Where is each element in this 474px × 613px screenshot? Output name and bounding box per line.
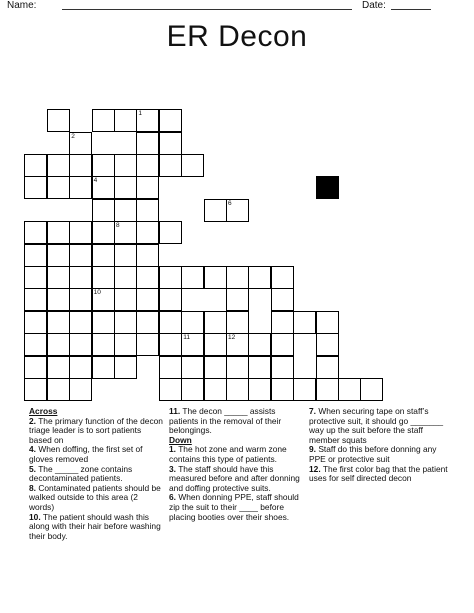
- grid-cell[interactable]: [92, 288, 115, 311]
- clues-column-2: [169, 407, 304, 522]
- clues-column-3: [309, 407, 449, 484]
- grid-cell[interactable]: [316, 311, 339, 334]
- grid-cell[interactable]: [159, 333, 182, 356]
- clue-number: 6: [228, 199, 232, 207]
- grid-cell[interactable]: [159, 109, 182, 132]
- grid-cell[interactable]: [271, 378, 294, 401]
- grid-cell[interactable]: [69, 244, 92, 267]
- clue-number: 11: [183, 334, 190, 342]
- grid-cell[interactable]: [114, 199, 137, 222]
- clue-number: 12: [228, 334, 236, 342]
- clue-down-7: 7. When securing tape on staff’s protective suit, it should go _______ way up the suit before the staff member squats: [309, 406, 444, 445]
- grid-cell[interactable]: [24, 311, 47, 334]
- grid-cell[interactable]: [47, 176, 70, 199]
- clue-across-2: 2. The primary function of the decon triage leader is to sort patients based on: [29, 415, 163, 445]
- grid-cell[interactable]: [114, 288, 137, 311]
- clue-number: 4: [93, 177, 98, 185]
- grid-cell[interactable]: [316, 378, 339, 401]
- grid-cell[interactable]: [136, 266, 159, 289]
- grid-cell[interactable]: [136, 221, 159, 244]
- clue-down-3: 3. The staff should have this measured before and after donning and doffing protective suits.: [169, 463, 300, 493]
- grid-cell[interactable]: [136, 288, 159, 311]
- name-label: Name:: [7, 0, 37, 11]
- grid-cell[interactable]: [114, 311, 137, 334]
- grid-cell[interactable]: [226, 266, 249, 289]
- grid-cell[interactable]: [92, 154, 115, 177]
- clue-across-10: 10. The patient should wash this along with their hair before washing their body.: [29, 511, 161, 541]
- grid-cell[interactable]: [226, 288, 249, 311]
- grid-block: [316, 176, 339, 199]
- grid-cell[interactable]: [226, 356, 249, 379]
- grid-cell[interactable]: [47, 109, 70, 132]
- grid-cell[interactable]: [47, 288, 70, 311]
- grid-cell[interactable]: [204, 199, 227, 222]
- clue-number: 8: [116, 222, 120, 230]
- grid-cell[interactable]: [181, 266, 204, 289]
- grid-cell[interactable]: [136, 132, 159, 155]
- grid-cell[interactable]: [204, 356, 227, 379]
- grid-cell[interactable]: [69, 221, 92, 244]
- grid-cell[interactable]: [338, 378, 361, 401]
- grid-cell[interactable]: [92, 311, 115, 334]
- clue-down-1: 1. The hot zone and warm zone contains this type of patients.: [169, 444, 287, 464]
- date-label: Date:: [362, 0, 386, 11]
- grid-cell[interactable]: [271, 288, 294, 311]
- grid-cell[interactable]: [24, 244, 47, 267]
- grid-cell[interactable]: [360, 378, 383, 401]
- clue-down-9: 9. Staff do this before donning any PPE or protective suit: [309, 444, 437, 464]
- grid-cell[interactable]: [24, 356, 47, 379]
- grid-cell[interactable]: [47, 333, 70, 356]
- clue-number: 2: [71, 132, 75, 140]
- grid-cell[interactable]: [92, 199, 115, 222]
- grid-cell[interactable]: [136, 176, 159, 199]
- grid-cell[interactable]: [136, 244, 159, 267]
- grid-cell[interactable]: [136, 199, 159, 222]
- clue-down-12: 12. The first color bag that the patient uses for self directed decon: [309, 463, 448, 484]
- grid-cell[interactable]: [181, 333, 204, 356]
- grid-cell[interactable]: [69, 333, 92, 356]
- grid-cell[interactable]: [69, 311, 92, 334]
- grid-cell[interactable]: [226, 378, 249, 401]
- grid-cell[interactable]: [204, 378, 227, 401]
- grid-cell[interactable]: [181, 154, 204, 177]
- grid-cell[interactable]: [47, 154, 70, 177]
- grid-cell[interactable]: [114, 221, 137, 244]
- grid-cell[interactable]: [47, 378, 70, 401]
- grid-cell[interactable]: [136, 311, 159, 334]
- clue-across-8: 8. Contaminated patients should be walked outside to this area (2 words): [29, 482, 161, 512]
- grid-cell[interactable]: [248, 333, 271, 356]
- grid-cell[interactable]: [136, 154, 159, 177]
- clue-across-5: 5. The _____ zone contains decontaminated patients.: [29, 463, 133, 484]
- puzzle-title: ER Decon: [166, 20, 308, 53]
- grid-cell[interactable]: [114, 333, 137, 356]
- grid-cell[interactable]: [271, 311, 294, 334]
- grid-cell[interactable]: [248, 356, 271, 379]
- grid-cell[interactable]: [24, 154, 47, 177]
- grid-cell[interactable]: [159, 132, 182, 155]
- grid-cell[interactable]: [159, 356, 182, 379]
- grid-cell[interactable]: [69, 154, 92, 177]
- grid-cell[interactable]: [159, 221, 182, 244]
- grid-cell[interactable]: [159, 311, 182, 334]
- grid-cell[interactable]: [24, 288, 47, 311]
- grid-cell[interactable]: [204, 266, 227, 289]
- grid-cell[interactable]: [114, 176, 137, 199]
- grid-cell[interactable]: [24, 378, 47, 401]
- grid-cell[interactable]: [226, 199, 249, 222]
- grid-cell[interactable]: [47, 356, 70, 379]
- grid-cell[interactable]: [248, 378, 271, 401]
- clue-across-4: 4. When doffing, the first set of gloves removed: [29, 444, 143, 464]
- clues-column-1: [29, 407, 165, 541]
- grid-cell[interactable]: [24, 176, 47, 199]
- grid-cell[interactable]: [69, 132, 92, 155]
- grid-cell[interactable]: [181, 311, 204, 334]
- grid-cell[interactable]: [226, 311, 249, 334]
- grid-cell[interactable]: [114, 109, 137, 132]
- grid-cell[interactable]: [47, 311, 70, 334]
- grid-cell[interactable]: [136, 333, 159, 356]
- grid-cell[interactable]: [271, 266, 294, 289]
- grid-cell[interactable]: [69, 288, 92, 311]
- grid-cell[interactable]: [92, 109, 115, 132]
- grid-cell[interactable]: [69, 378, 92, 401]
- grid-cell[interactable]: [114, 244, 137, 267]
- grid-cell[interactable]: [159, 154, 182, 177]
- grid-cell[interactable]: [24, 266, 47, 289]
- grid-cell[interactable]: [24, 333, 47, 356]
- grid-cell[interactable]: [248, 266, 271, 289]
- grid-cell[interactable]: [92, 244, 115, 267]
- grid-cell[interactable]: [271, 356, 294, 379]
- grid-cell[interactable]: [293, 311, 316, 334]
- grid-cell[interactable]: [316, 333, 339, 356]
- grid-cell[interactable]: [316, 356, 339, 379]
- grid-cell[interactable]: [92, 333, 115, 356]
- grid-cell[interactable]: [159, 266, 182, 289]
- grid-cell[interactable]: [92, 176, 115, 199]
- grid-cell[interactable]: [69, 266, 92, 289]
- grid-cell[interactable]: [114, 266, 137, 289]
- grid-cell[interactable]: [181, 378, 204, 401]
- grid-cell[interactable]: [69, 176, 92, 199]
- grid-cell[interactable]: [159, 288, 182, 311]
- grid-cell[interactable]: [114, 356, 137, 379]
- down-heading: Down: [169, 434, 192, 445]
- grid-cell[interactable]: [114, 154, 137, 177]
- clue-number: 1: [138, 110, 143, 118]
- grid-cell[interactable]: [47, 221, 70, 244]
- grid-cell[interactable]: [271, 333, 294, 356]
- grid-cell[interactable]: [204, 311, 227, 334]
- clue-across-11: 11. The decon _____ assists patients in the removal of their belongings.: [169, 406, 282, 436]
- clue-number: 10: [93, 289, 101, 297]
- grid-cell[interactable]: [24, 221, 47, 244]
- grid-cell[interactable]: [159, 378, 182, 401]
- grid-cell[interactable]: [47, 244, 70, 267]
- grid-cell[interactable]: [69, 356, 92, 379]
- grid-cell[interactable]: [92, 221, 115, 244]
- grid-cell[interactable]: [136, 109, 159, 132]
- grid-cell[interactable]: [181, 356, 204, 379]
- grid-cell[interactable]: [92, 356, 115, 379]
- grid-cell[interactable]: [92, 266, 115, 289]
- grid-cell[interactable]: [204, 333, 227, 356]
- grid-cell[interactable]: [47, 266, 70, 289]
- clue-down-6: 6. When donning PPE, staff should zip the suit to their ____ before placing booties over their shoes.: [169, 492, 299, 522]
- across-heading: Across: [29, 406, 58, 416]
- grid-cell[interactable]: [293, 378, 316, 401]
- grid-cell[interactable]: [226, 333, 249, 356]
